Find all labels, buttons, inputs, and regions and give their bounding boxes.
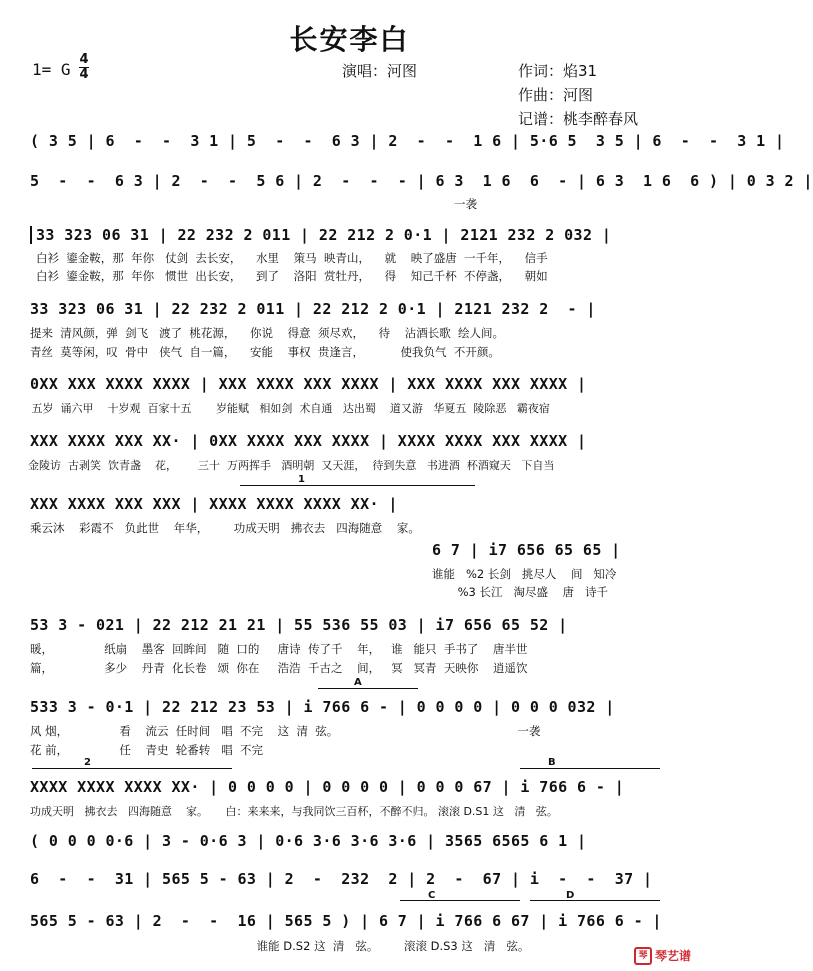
score-line-3: 33 323 06 31 | 22 232 2 011 | 22 212 2 0·1 | 2121 232 2 032 | xyxy=(36,226,612,244)
score-line-1: ( 3 5 | 6 - - 3 1 | 5 - - 6 3 | 2 - - 1 6 | 5·6 5 3 5 | 6 - - 3 1 | xyxy=(30,132,785,150)
volta-1-label: 1 xyxy=(298,474,305,485)
transcriber-credit: 记谱：桃李醉春风 xyxy=(518,110,639,128)
lyrics-line-14a: 谁能 D.S2 这 清 弦。 滚滚 D.S3 这 清 弦。 xyxy=(30,939,530,953)
score-line-2: 5 - - 6 3 | 2 - - 5 6 | 2 - - - | 6 3 1 6 6 - | 6 3 1 6 6 ) | 0 3 2 | xyxy=(30,172,813,190)
qinyi-logo-icon: 琴 xyxy=(634,947,652,965)
score-line-5: 0XX XXX XXXX XXXX | XXX XXXX XXX XXXX | XXX XXXX XXX XXXX | xyxy=(30,375,587,393)
volta-2-label: 2 xyxy=(84,757,91,768)
lyrics-line-10a: 风 烟， 看 流云 任时间 唱 不完 这 清 弦。 一袭 xyxy=(30,724,541,738)
score-line-10: 533 3 - 0·1 | 22 212 23 53 | i 766 6 - | 0 0 0 0 | 0 0 0 032 | xyxy=(30,698,615,716)
score-line-9: 53 3 - 021 | 22 212 21 21 | 55 536 55 03 | i7 656 65 52 | xyxy=(30,616,568,634)
section-b-bracket xyxy=(520,768,660,769)
lyricist-credit: 作词：焰31 xyxy=(518,62,598,80)
lyrics-line-6a: 金陵访 古剥笑 饮青盏 花， 三十 万两挥手 酒明朝 又天涯， 待到失意 书进酒 杯酒窥天 下自当 xyxy=(28,459,555,472)
lyrics-line-8a: 谁能 %2 长剑 挑尽人 间 知冷 xyxy=(432,567,617,581)
song-title: 长安李白 xyxy=(289,23,410,56)
time-signature xyxy=(79,54,89,81)
lyrics-line-9b: 篇， 多少 丹青 化长卷 颂 你在 浩浩 千古之 间， 冥 冥青 天映你 逍遥饮 xyxy=(30,661,528,675)
lyrics-line-5a: 五岁 诵六甲 十岁观 百家十五 岁能赋 相如剑 术自通 达出蜀 道又游 华夏五 陵除恶 霸夜宿 xyxy=(28,402,550,415)
volta-2-bracket xyxy=(32,768,232,769)
section-a-label: A xyxy=(354,677,362,688)
lyrics-line-11a: 功成天明 拂衣去 四海随意 家。 白：来来来，与我同饮三百杯，不醉不归。 滚滚 D.S1 这 清 弦。 xyxy=(30,805,558,818)
lyrics-line-7a: 乘云沐 彩霞不 负此世 年华， 功成天明 拂衣去 四海随意 家。 xyxy=(30,521,420,535)
score-line-13: 6 - - 31 | 565 5 - 63 | 2 - 232 2 | 2 - 67 | i - - 37 | xyxy=(30,870,653,888)
lyrics-line-9a: 暖， 纸扇 墨客 回眸间 随 口的 唐诗 传了千 年， 谁 能只 手书了 唐半世 xyxy=(30,642,528,656)
watermark-logo xyxy=(634,947,691,966)
volta-1-bracket xyxy=(240,485,475,486)
lyrics-line-3b: 白衫 鎏金鞍，那 年你 惯世 出长安， 到了 洛阳 赏牡丹， 得 知己千杯 不停盏， 朝如 xyxy=(36,269,548,283)
score-line-8: 6 7 | i7 656 65 65 | xyxy=(432,541,621,559)
key-signature: 1= G xyxy=(32,60,71,79)
lyrics-line-8b: %3 长江 淘尽盛 唐 诗千 xyxy=(432,585,609,599)
section-c-bracket xyxy=(400,900,520,901)
score-line-14: 565 5 - 63 | 2 - - 16 | 565 5 ) | 6 7 | i 766 6 67 | i 766 6 - | xyxy=(30,912,662,930)
repeat-barline xyxy=(30,226,32,244)
singer-credit: 演唱：河图 xyxy=(342,62,418,80)
lyrics-line-10b: 花 前， 任 青史 轮番转 唱 不完 xyxy=(30,743,264,757)
lyrics-line-2a: 一袭 xyxy=(30,197,478,211)
section-b-label: B xyxy=(548,757,556,768)
time-signature-bottom: 4 xyxy=(79,67,89,82)
lyrics-line-4b: 青丝 莫等闲，叹 骨中 侠气 自一篇， 安能 事权 贵逢言， 使我负气 不开颜。 xyxy=(30,345,500,359)
composer-credit: 作曲：河图 xyxy=(518,86,594,104)
score-line-4: 33 323 06 31 | 22 232 2 011 | 22 212 2 0·1 | 2121 232 2 - | xyxy=(30,300,596,318)
section-a-bracket xyxy=(318,688,418,689)
section-c-label: C xyxy=(428,890,436,901)
section-d-bracket xyxy=(530,900,660,901)
score-line-7: XXX XXXX XXX XXX | XXXX XXXX XXXX XX· | xyxy=(30,495,398,513)
time-signature-top: 4 xyxy=(79,52,89,67)
section-d-label: D xyxy=(566,890,575,901)
score-line-12: ( 0 0 0 0·6 | 3 - 0·6 3 | 0·6 3·6 3·6 3·6 | 3565 6565 6 1 | xyxy=(30,832,587,850)
score-line-11: XXXX XXXX XXXX XX· | 0 0 0 0 | 0 0 0 0 | 0 0 0 67 | i 766 6 - | xyxy=(30,778,625,796)
lyrics-line-3a: 白衫 鎏金鞍，那 年你 仗剑 去长安， 水里 策马 映青山， 就 映了盛唐 一千年， 信手 xyxy=(36,251,548,265)
score-line-6: XXX XXXX XXX XX· | 0XX XXXX XXX XXXX | XXXX XXXX XXX XXXX | xyxy=(30,432,587,450)
lyrics-line-4a: 提来 清风颜，弹 剑飞 渡了 桃花源， 你说 得意 须尽欢， 待 沾酒长歌 绘人间。 xyxy=(30,326,505,340)
watermark-text: 琴艺谱 xyxy=(654,948,691,963)
